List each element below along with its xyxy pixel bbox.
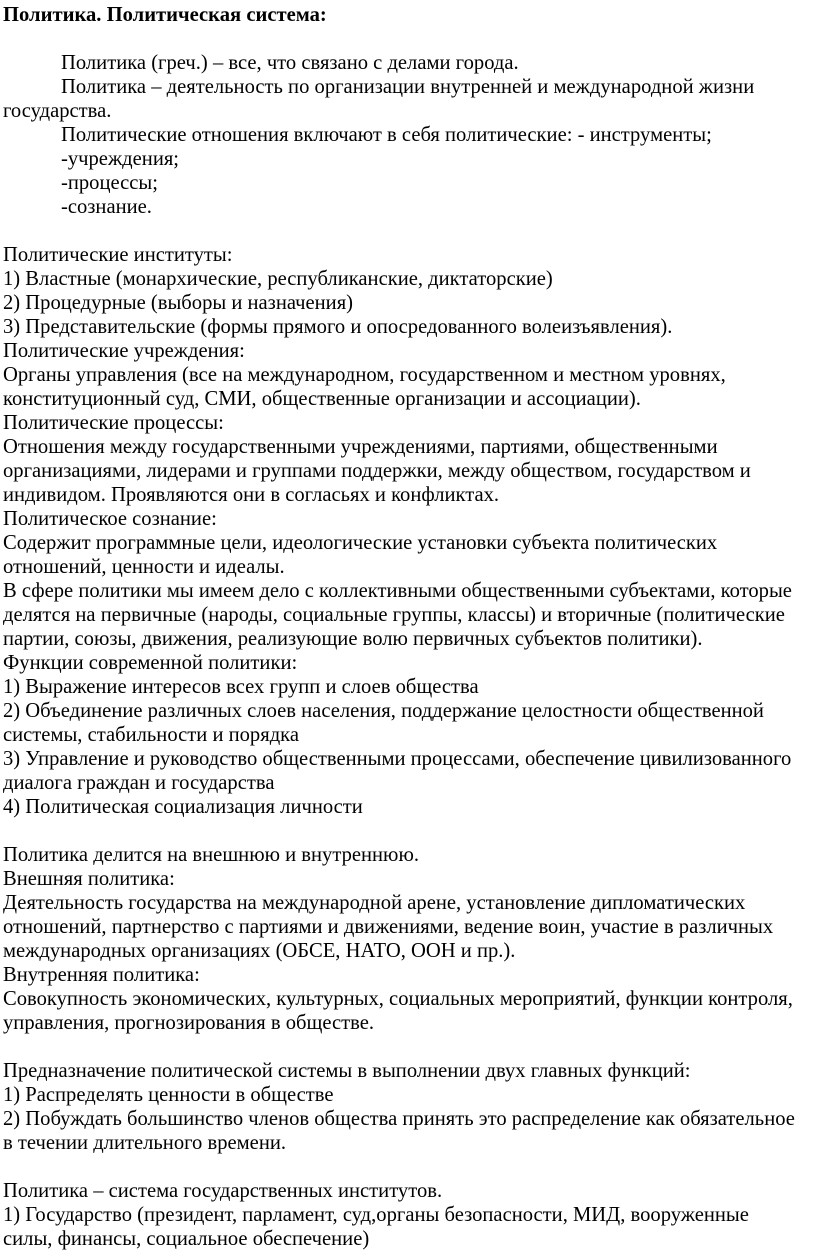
section-heading: Политическое сознание: (3, 508, 217, 530)
text-line: Органы управления (все на международном, государственном и местном уровнях, (3, 364, 726, 386)
document-title: Политика. Политическая система: (3, 4, 327, 26)
relations-item: -сознание. (61, 196, 152, 218)
relations-line: Политические отношения включают в себя политические: - инструменты; (61, 124, 712, 146)
text-line: отношений, партнерство с партиями и движениями, ведение воин, участие в различных (3, 916, 774, 938)
text-line: Политика делится на внешнюю и внутреннюю. (3, 844, 419, 866)
list-item: 1) Выражение интересов всех групп и слоев общества (3, 676, 479, 698)
definition-line: Политика – деятельность по организации внутренней и международной жизни (61, 76, 755, 98)
list-item: 2) Процедурные (выборы и назначения) (3, 292, 354, 314)
section-heading: Политические учреждения: (3, 340, 245, 362)
definition-line: Политика (греч.) – все, что связано с делами города. (61, 52, 519, 74)
list-item: системы, стабильности и порядка (3, 724, 300, 746)
list-item: 3) Управление и руководство общественными процессами, обеспечение цивилизованного (3, 748, 792, 770)
list-item: 1) Властные (монархические, республиканские, диктаторские) (3, 268, 553, 290)
list-item: диалога граждан и государства (3, 772, 275, 794)
list-item: 2) Побуждать большинство членов общества принять это распределение как обязательное (3, 1108, 795, 1130)
list-item: 3) Представительские (формы прямого и опосредованного волеизъявления). (3, 316, 673, 338)
section-heading: Внутренняя политика: (3, 964, 200, 986)
list-item: 2) Объединение различных слоев населения, поддержание целостности общественной (3, 700, 764, 722)
list-item: в течении длительного времени. (3, 1132, 287, 1154)
section-heading: Политические институты: (3, 244, 233, 266)
spacer (3, 1035, 810, 1059)
section-heading: Политические процессы: (3, 412, 224, 434)
text-line: партии, союзы, движения, реализующие волю первичных субъектов политики). (3, 628, 703, 650)
section-heading: Предназначение политической системы в выполнении двух главных функций: (3, 1060, 691, 1082)
list-item: силы, финансы, социальное обеспечение) (3, 1228, 370, 1250)
text-line: Совокупность экономических, культурных, социальных мероприятий, функции контроля, (3, 988, 793, 1010)
text-line: Содержит программные цели, идеологические установки субъекта политических (3, 532, 718, 554)
list-item: 1) Распределять ценности в обществе (3, 1084, 334, 1106)
relations-item: -учреждения; (61, 148, 180, 170)
relations-item: -процессы; (61, 172, 158, 194)
spacer (3, 819, 810, 843)
section-heading: Внешняя политика: (3, 868, 175, 890)
text-line: делятся на первичные (народы, социальные группы, классы) и вторичные (политические (3, 604, 785, 626)
text-line: конституционный суд, СМИ, общественные организации и ассоциации). (3, 388, 641, 410)
text-line: организациями, лидерами и группами поддержки, между обществом, государством и (3, 460, 751, 482)
list-item: 4) Политическая социализация личности (3, 796, 363, 818)
spacer (3, 27, 810, 51)
section-heading: Политика – система государственных институтов. (3, 1180, 443, 1202)
list-item: 1) Государство (президент, парламент, суд,органы безопасности, МИД, вооруженные (3, 1204, 749, 1226)
spacer (3, 1155, 810, 1179)
definition-line: государства. (3, 100, 112, 122)
text-line: отношений, ценности и идеалы. (3, 556, 285, 578)
text-line: Деятельность государства на международной арене, установление дипломатических (3, 892, 746, 914)
text-line: В сфере политики мы имеем дело с коллективными общественными субъектами, которые (3, 580, 792, 602)
text-line: международных организациях (ОБСЕ, НАТО, ООН и пр.). (3, 940, 516, 962)
text-line: Отношения между государственными учреждениями, партиями, общественными (3, 436, 718, 458)
text-line: индивидом. Проявляются они в согласьях и конфликтах. (3, 484, 500, 506)
spacer (3, 219, 810, 243)
text-line: управления, прогнозирования в обществе. (3, 1012, 375, 1034)
section-heading: Функции современной политики: (3, 652, 298, 674)
